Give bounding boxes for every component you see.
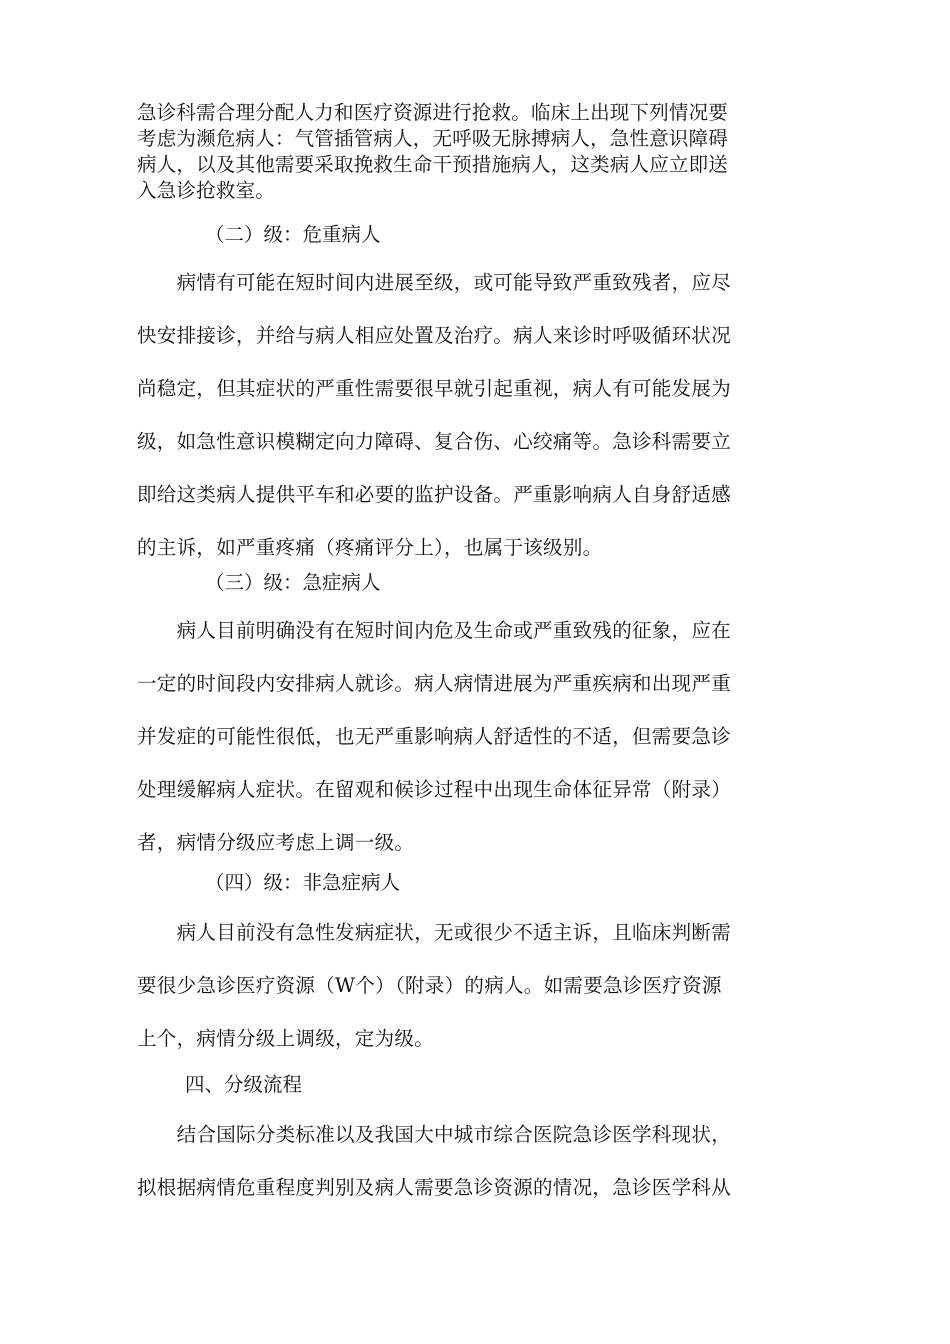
- section4-heading: 四、分级流程: [185, 1073, 303, 1096]
- text-line: 病人，以及其他需要采取挽救生命干预措施病人，这类病人应立即送: [137, 153, 729, 176]
- text-line: 尚稳定，但其症状的严重性需要很早就引起重视，病人有可能发展为: [137, 377, 732, 400]
- text-line: 即给这类病人提供平车和必要的监护设备。严重影响病人自身舒适感: [137, 483, 732, 506]
- level3-heading: （三）级：急症病人: [205, 571, 381, 594]
- text-line: 拟根据病情危重程度判别及病人需要急诊资源的情况，急诊医学科从: [137, 1176, 732, 1199]
- level3-paragraph: [137, 604, 817, 869]
- text-line: 考虑为濒危病人：气管插管病人，无呼吸无脉搏病人，急性意识障碍: [137, 127, 729, 150]
- text-line: 要很少急诊医疗资源（W个）（附录）的病人。如需要急诊医疗资源: [137, 974, 722, 997]
- level2-heading: （二）级：危重病人: [205, 223, 381, 246]
- text-line: 并发症的可能性很低，也无严重影响病人舒适性的不适，但需要急诊: [137, 725, 732, 748]
- text-line: 处理缓解病人症状。在留观和候诊过程中出现生命体征异常（附录）: [137, 778, 732, 801]
- level2-paragraph: [137, 256, 817, 574]
- text-line: 结合国际分类标准以及我国大中城市综合医院急诊医学科现状，: [137, 1123, 732, 1146]
- text-line: 级，如急性意识模糊定向力障碍、复合伤、心绞痛等。急诊科需要立: [137, 430, 732, 453]
- text-line: 急诊科需合理分配人力和医疗资源进行抢救。临床上出现下列情况要: [137, 101, 729, 124]
- text-line: 快安排接诊，并给与病人相应处置及治疗。病人来诊时呼吸循环状况: [137, 324, 732, 347]
- text-line: 病情有可能在短时间内进展至级，或可能导致严重致残者，应尽: [137, 271, 732, 294]
- text-line: 入急诊抢救室。: [137, 179, 275, 202]
- text-line: 病人目前明确没有在短时间内危及生命或严重致残的征象，应在: [137, 619, 732, 642]
- text-line: 者，病情分级应考虑上调一级。: [137, 831, 415, 854]
- section4-paragraph: [137, 1108, 817, 1214]
- level4-paragraph: [137, 906, 817, 1065]
- level4-heading: （四）级：非急症病人: [205, 871, 401, 894]
- intro-paragraph: [137, 100, 817, 204]
- text-line: 上个，病情分级上调级，定为级。: [137, 1027, 435, 1050]
- text-line: 病人目前没有急性发病症状，无或很少不适主诉，且临床判断需: [137, 921, 732, 944]
- text-line: 一定的时间段内安排病人就诊。病人病情进展为严重疾病和出现严重: [137, 672, 732, 695]
- text-line: 的主诉，如严重疼痛（疼痛评分上），也属于该级别。: [137, 536, 603, 559]
